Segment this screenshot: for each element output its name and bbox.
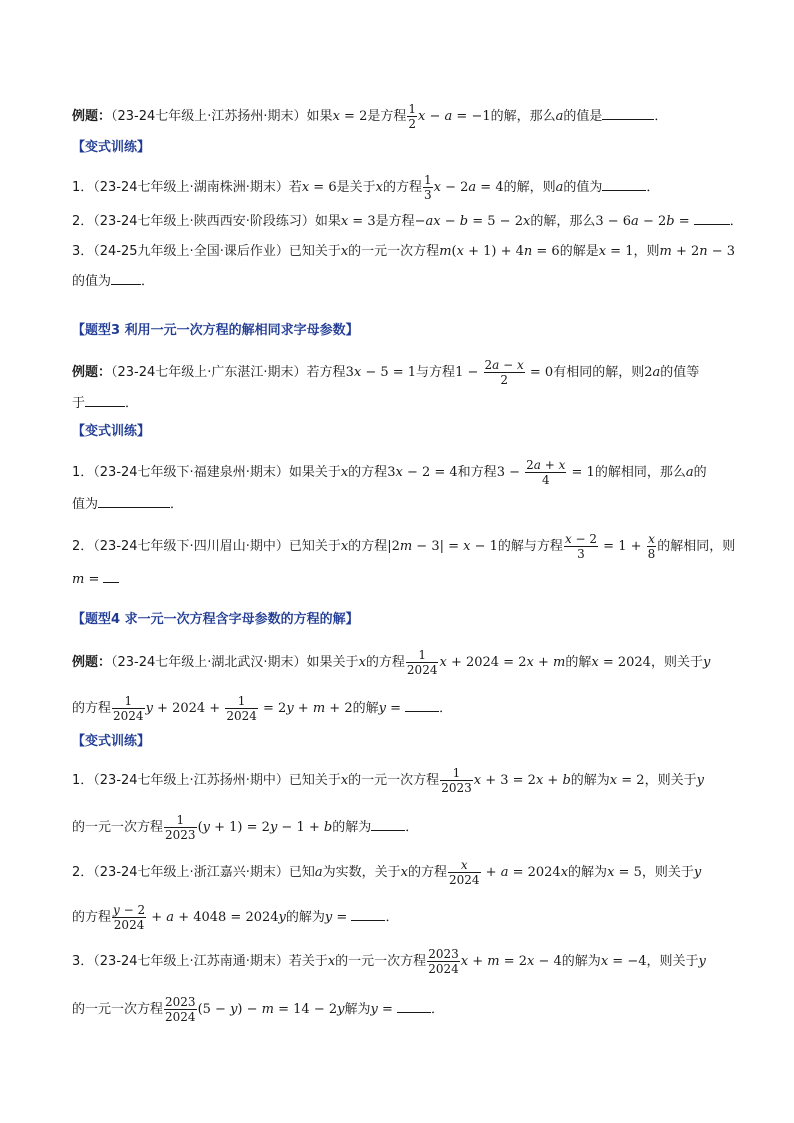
problem-3: 3．（24-25九年级上·全国·课后作业）已知关于x的一元一次方程m(x + 1) + 4n = 6的解是x = 1，则m + 2n − 3 (72, 244, 736, 259)
answer-blank[interactable] (602, 107, 654, 120)
answer-blank[interactable] (103, 570, 119, 583)
example-3: 例题：（23-24七年级上·广东湛江·期末）若方程3x − 5 = 1与方程1 − $\frac{2a - x}{2}$ = 0有相同的解，则2a的值等 (72, 358, 700, 387)
answer-blank[interactable] (85, 394, 125, 407)
example-1: 例题：（23-24七年级上·江苏扬州·期末）如果x = 2是方程 $\frac{1}{2}$ x − a = −1的解，那么a的值是 ． (72, 102, 668, 131)
r-3-line2: 的一元一次方程 $\frac{2023}{2024}$ (5 − y) − m = 14 − 2y解为y = ． (72, 995, 445, 1024)
source: （23-24七年级上·江苏扬州·期末）如果 (111, 109, 333, 124)
answer-blank[interactable] (111, 272, 141, 285)
problem-3-line2: 的值为 ． (72, 274, 155, 289)
problem-1: 1．（23-24七年级上·湖南株洲·期末）若x = 6是关于x的方程 $\frac{1}{3}$ x − 2a = 4的解，则a的值为 ． (72, 173, 660, 202)
r-1-line2: 的一元一次方程 $\frac{1}{2023}$ (y + 1) = 2y − 1 + b的解为 ． (72, 813, 419, 842)
r-3: 3．（23-24七年级上·江苏南通·期末）若关于x的一元一次方程 $\frac{2023}{2024}$ x + m = 2x − 4的解为x = −4，则关于y (72, 947, 706, 976)
answer-blank[interactable] (397, 1000, 431, 1013)
r-1: 1．（23-24七年级上·江苏扬州·期中）已知关于x的一元一次方程 $\frac{1}{2023}$ x + 3 = 2x + b的解为x = 2，则关于y (72, 766, 704, 795)
q-1: 1．（23-24七年级下·福建泉州·期末）如果关于x的方程3x − 2 = 4和方程3 − $\frac{2a + x}{4}$ = 1的解相同，那么a的 (72, 458, 707, 487)
problem-2: 2．（23-24七年级上·陕西西安·阶段练习）如果x = 3是方程−ax − b = 5 − 2x的解，那么3 − 6a − 2b = ． (72, 214, 743, 229)
answer-blank[interactable] (351, 908, 385, 921)
q-2: 2．（23-24七年级下·四川眉山·期中）已知关于x的方程|2m − 3| = x − 1的解与方程 $\frac{x - 2}{3}$ = 1 + $\frac{x}{8}$ 的解相同，则 (72, 532, 736, 561)
type-3-heading: 【题型3 利用一元一次方程的解相同求字母参数】 (72, 323, 359, 338)
r-2: 2．（23-24七年级上·浙江嘉兴·期末）已知a为实数，关于x的方程 $\frac{x}{2024}$ + a = 2024x的解为x = 5，则关于y (72, 858, 702, 887)
r-2-line2: 的方程 $\frac{y - 2}{2024}$ + a + 4048 = 2024y的解为y = ． (72, 903, 399, 932)
answer-blank[interactable] (98, 495, 170, 508)
answer-blank[interactable] (694, 212, 730, 225)
example-label: 例题： (72, 109, 112, 124)
answer-blank[interactable] (371, 818, 405, 831)
type-4-heading: 【题型4 求一元一次方程含字母参数的方程的解】 (72, 612, 359, 627)
q-1-line2: 值为 ． (72, 497, 184, 512)
section-label: 【变式训练】 (72, 140, 151, 155)
section-label: 【变式训练】 (72, 734, 151, 749)
section-label: 【变式训练】 (72, 424, 151, 439)
answer-blank[interactable] (405, 699, 439, 712)
q-2-line2: m = (72, 570, 722, 590)
answer-blank[interactable] (602, 178, 646, 191)
example-4: 例题：（23-24七年级上·湖北武汉·期末）如果关于x的方程 $\frac{1}{2024}$ x + 2024 = 2x + m的解x = 2024，则关于y (72, 648, 711, 677)
example-3-line2: 于 ． (72, 396, 139, 411)
example-4-line2: 的方程 $\frac{1}{2024}$ y + 2024 + $\frac{1}{2024}$ = 2y + m + 2的解y = ． (72, 694, 453, 723)
